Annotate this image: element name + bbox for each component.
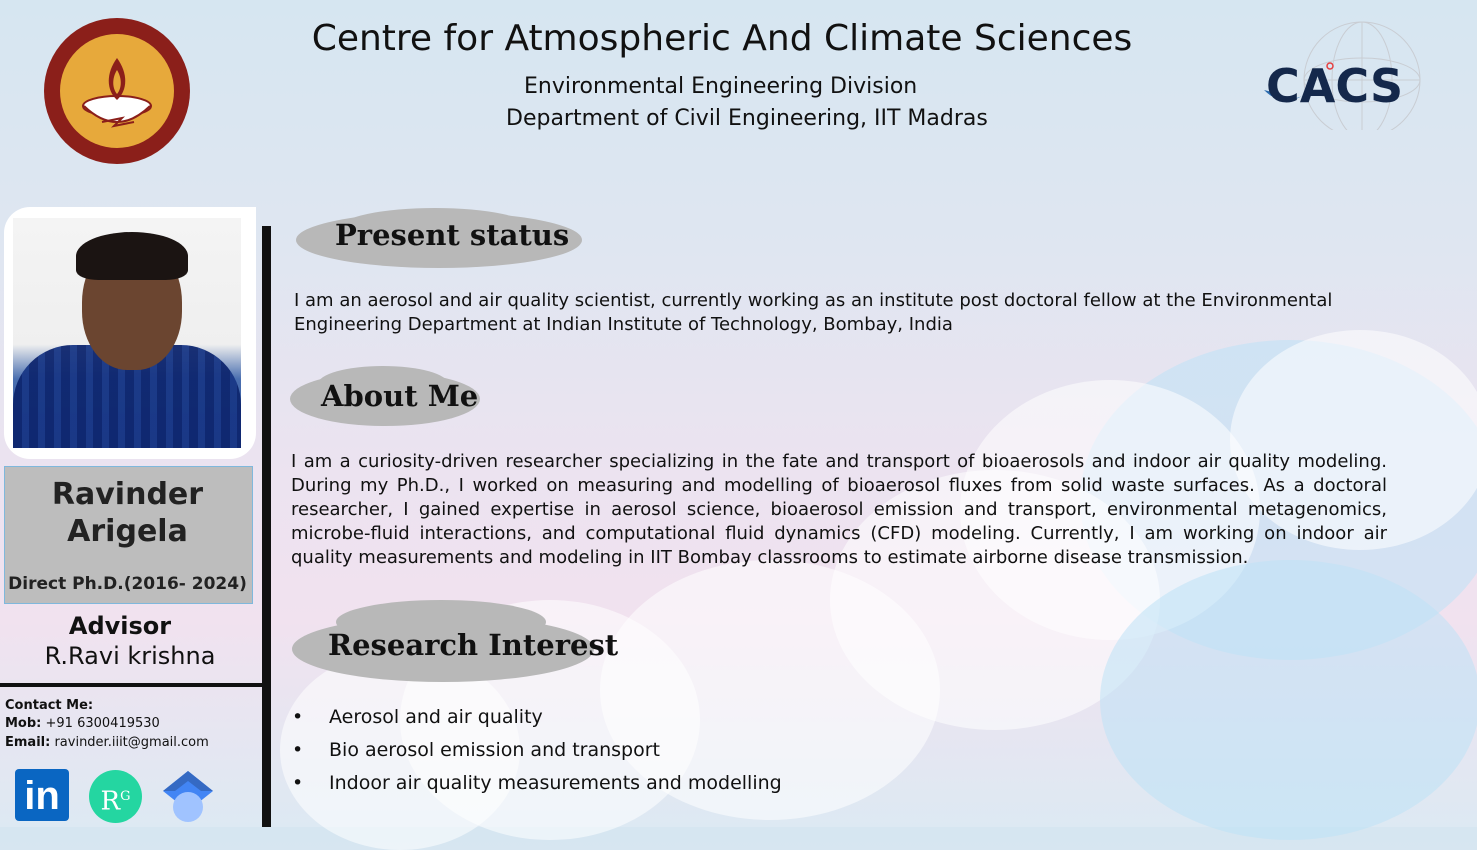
present-status-heading: Present status: [335, 218, 570, 252]
google-scholar-icon[interactable]: [161, 769, 215, 823]
program-years: Direct Ph.D.(2016- 2024): [8, 574, 247, 594]
advisor-name: R.Ravi krishna: [44, 642, 216, 670]
list-item: • Bio aerosol emission and transport: [292, 739, 782, 772]
advisor-label: Advisor: [68, 612, 172, 640]
svg-text:CACS: CACS: [1266, 59, 1404, 113]
profile-name: Ravinder Arigela: [51, 477, 204, 549]
research-interest-list: [292, 706, 782, 805]
contact-heading: Contact Me:: [5, 698, 94, 713]
iit-madras-lamp-icon: [44, 18, 190, 164]
about-me-text: I am a curiosity-driven researcher specializing in the fate and transport of bioaerosols and indoor air quality modeling. During my Ph.D., I worked on measuring and modelling of bioaerosol fluxes from solid waste surfaces. As a doctoral researcher, I gained expertise in aerosol science, bioaerosol emission and transport, environmental metagenomics, microbe-fluid interactions, and computational fluid dynamics (CFD) modeling. Currently, I am working on indoor air quality measurements and modeling in IIT Bombay classrooms to estimate airborne disease transmission.: [291, 451, 1387, 568]
research-interest-heading: Research Interest: [328, 628, 619, 662]
list-item: • Indoor air quality measurements and modelling: [292, 772, 782, 805]
linkedin-icon[interactable]: in: [15, 769, 69, 821]
about-me-heading: About Me: [321, 379, 479, 413]
cacs-logo: [1262, 18, 1432, 130]
contact-phone: Mob: +91 6300419530: [5, 716, 160, 731]
researchgate-icon[interactable]: $R^G$: [89, 770, 142, 823]
page-title: Centre for Atmospheric And Climate Sciences: [311, 18, 1133, 59]
division-subtitle: Environmental Engineering Division: [524, 74, 918, 99]
list-item: • Aerosol and air quality: [292, 706, 782, 739]
contact-email[interactable]: Email: ravinder.iiit@gmail.com: [5, 735, 209, 750]
iit-madras-logo: [44, 18, 190, 164]
profile-photo-hair: [76, 232, 188, 280]
department-subtitle: Department of Civil Engineering, IIT Madras: [506, 106, 988, 131]
globe-icon: [1262, 18, 1432, 130]
left-divider: [0, 683, 262, 687]
present-status-text: I am an aerosol and air quality scientist, currently working as an institute post doctoral fellow at the Environmental Engineering Department at Indian Institute of Technology, Bombay, India: [294, 290, 1333, 335]
background-cloud: [1100, 560, 1477, 840]
vertical-divider: [262, 226, 271, 827]
